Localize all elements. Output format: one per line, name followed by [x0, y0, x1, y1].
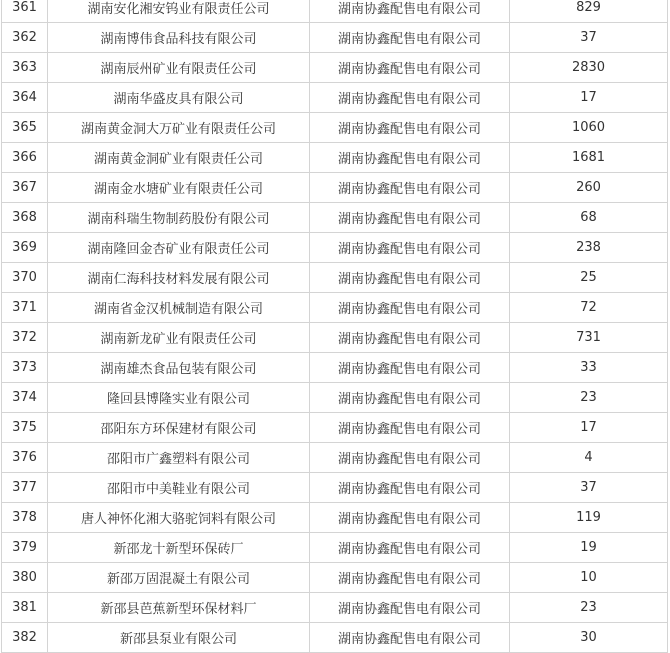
table-row [2, 233, 668, 263]
count-cell: 23 [510, 593, 668, 623]
company-name-cell: 湖南新龙矿业有限责任公司 [48, 323, 310, 353]
row-index-cell: 379 [2, 533, 48, 563]
table-row [2, 533, 668, 563]
row-index-cell: 364 [2, 83, 48, 113]
row-index-cell: 377 [2, 473, 48, 503]
row-index-cell: 374 [2, 383, 48, 413]
supplier-name-cell: 湖南协鑫配售电有限公司 [310, 143, 510, 173]
row-index-cell: 382 [2, 623, 48, 653]
supplier-name-cell: 湖南协鑫配售电有限公司 [310, 503, 510, 533]
supplier-name-cell: 湖南协鑫配售电有限公司 [310, 173, 510, 203]
row-index-cell: 372 [2, 323, 48, 353]
table-row [2, 623, 668, 653]
supplier-name-cell: 湖南协鑫配售电有限公司 [310, 83, 510, 113]
table-row [2, 293, 668, 323]
supplier-name-cell: 湖南协鑫配售电有限公司 [310, 533, 510, 563]
company-name-cell: 湖南隆回金杏矿业有限责任公司 [48, 233, 310, 263]
count-cell: 731 [510, 323, 668, 353]
table-row [2, 113, 668, 143]
company-name-cell: 新邵县泵业有限公司 [48, 623, 310, 653]
supplier-name-cell: 湖南协鑫配售电有限公司 [310, 53, 510, 83]
row-index-cell: 361 [2, 0, 48, 23]
supplier-name-cell: 湖南协鑫配售电有限公司 [310, 113, 510, 143]
table-row [2, 443, 668, 473]
table-row [2, 203, 668, 233]
company-name-cell: 新邵万固混凝土有限公司 [48, 563, 310, 593]
row-index-cell: 375 [2, 413, 48, 443]
count-cell: 17 [510, 83, 668, 113]
row-index-cell: 370 [2, 263, 48, 293]
table-row [2, 143, 668, 173]
row-index-cell: 367 [2, 173, 48, 203]
table-row [2, 383, 668, 413]
row-index-cell: 376 [2, 443, 48, 473]
row-index-cell: 362 [2, 23, 48, 53]
count-cell: 33 [510, 353, 668, 383]
count-cell: 10 [510, 563, 668, 593]
count-cell: 19 [510, 533, 668, 563]
supplier-name-cell: 湖南协鑫配售电有限公司 [310, 203, 510, 233]
count-cell: 2830 [510, 53, 668, 83]
table-body [2, 0, 668, 653]
table-row [2, 323, 668, 353]
table-row [2, 0, 668, 23]
count-cell: 4 [510, 443, 668, 473]
company-name-cell: 邵阳东方环保建材有限公司 [48, 413, 310, 443]
company-name-cell: 隆回县博隆实业有限公司 [48, 383, 310, 413]
company-name-cell: 湖南雄杰食品包装有限公司 [48, 353, 310, 383]
row-index-cell: 381 [2, 593, 48, 623]
table-row [2, 593, 668, 623]
count-cell: 23 [510, 383, 668, 413]
row-index-cell: 366 [2, 143, 48, 173]
table-row [2, 353, 668, 383]
count-cell: 68 [510, 203, 668, 233]
company-name-cell: 新邵县芭蕉新型环保材料厂 [48, 593, 310, 623]
supplier-name-cell: 湖南协鑫配售电有限公司 [310, 293, 510, 323]
row-index-cell: 380 [2, 563, 48, 593]
count-cell: 238 [510, 233, 668, 263]
count-cell: 829 [510, 0, 668, 23]
count-cell: 1060 [510, 113, 668, 143]
supplier-name-cell: 湖南协鑫配售电有限公司 [310, 593, 510, 623]
table-row [2, 53, 668, 83]
table-row [2, 173, 668, 203]
company-name-cell: 湖南仁海科技材料发展有限公司 [48, 263, 310, 293]
row-index-cell: 371 [2, 293, 48, 323]
table-row [2, 263, 668, 293]
count-cell: 1681 [510, 143, 668, 173]
company-name-cell: 湖南黄金洞矿业有限责任公司 [48, 143, 310, 173]
supplier-name-cell: 湖南协鑫配售电有限公司 [310, 443, 510, 473]
table-row [2, 473, 668, 503]
row-index-cell: 365 [2, 113, 48, 143]
company-name-cell: 湖南辰州矿业有限责任公司 [48, 53, 310, 83]
row-index-cell: 368 [2, 203, 48, 233]
table-row [2, 503, 668, 533]
company-name-cell: 唐人神怀化湘大骆驼饲料有限公司 [48, 503, 310, 533]
count-cell: 30 [510, 623, 668, 653]
company-name-cell: 湖南金水塘矿业有限责任公司 [48, 173, 310, 203]
row-index-cell: 378 [2, 503, 48, 533]
count-cell: 119 [510, 503, 668, 533]
company-name-cell: 邵阳市广鑫塑料有限公司 [48, 443, 310, 473]
company-name-cell: 湖南黄金洞大万矿业有限责任公司 [48, 113, 310, 143]
supplier-name-cell: 湖南协鑫配售电有限公司 [310, 263, 510, 293]
row-index-cell: 369 [2, 233, 48, 263]
company-name-cell: 邵阳市中美鞋业有限公司 [48, 473, 310, 503]
row-index-cell: 363 [2, 53, 48, 83]
count-cell: 260 [510, 173, 668, 203]
supplier-name-cell: 湖南协鑫配售电有限公司 [310, 233, 510, 263]
data-table [1, 0, 668, 653]
company-name-cell: 新邵龙十新型环保砖厂 [48, 533, 310, 563]
company-name-cell: 湖南博伟食品科技有限公司 [48, 23, 310, 53]
supplier-name-cell: 湖南协鑫配售电有限公司 [310, 0, 510, 23]
supplier-name-cell: 湖南协鑫配售电有限公司 [310, 383, 510, 413]
company-name-cell: 湖南省金汉机械制造有限公司 [48, 293, 310, 323]
table-row [2, 23, 668, 53]
row-index-cell: 373 [2, 353, 48, 383]
count-cell: 72 [510, 293, 668, 323]
count-cell: 37 [510, 473, 668, 503]
count-cell: 37 [510, 23, 668, 53]
supplier-name-cell: 湖南协鑫配售电有限公司 [310, 23, 510, 53]
company-name-cell: 湖南安化湘安钨业有限责任公司 [48, 0, 310, 23]
count-cell: 25 [510, 263, 668, 293]
supplier-name-cell: 湖南协鑫配售电有限公司 [310, 323, 510, 353]
supplier-name-cell: 湖南协鑫配售电有限公司 [310, 563, 510, 593]
count-cell: 17 [510, 413, 668, 443]
company-name-cell: 湖南科瑞生物制药股份有限公司 [48, 203, 310, 233]
supplier-name-cell: 湖南协鑫配售电有限公司 [310, 623, 510, 653]
table-row [2, 563, 668, 593]
supplier-name-cell: 湖南协鑫配售电有限公司 [310, 353, 510, 383]
table-row [2, 413, 668, 443]
supplier-name-cell: 湖南协鑫配售电有限公司 [310, 413, 510, 443]
supplier-name-cell: 湖南协鑫配售电有限公司 [310, 473, 510, 503]
table-row [2, 83, 668, 113]
company-name-cell: 湖南华盛皮具有限公司 [48, 83, 310, 113]
